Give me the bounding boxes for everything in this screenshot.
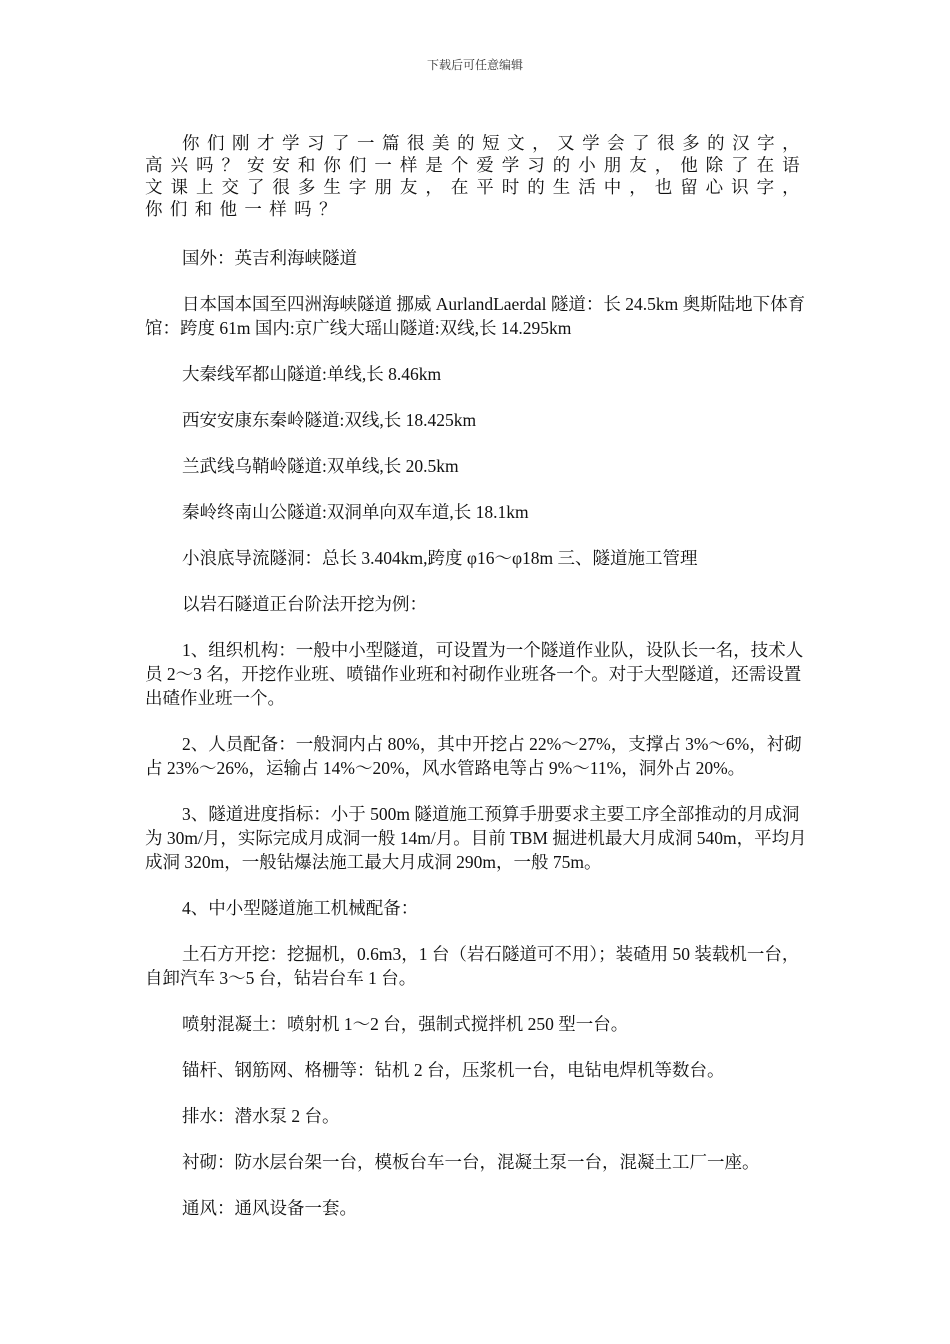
- paragraph-machinery-heading: 4、中小型隧道施工机械配备：: [182, 898, 419, 918]
- paragraph-example-method: 以岩石隧道正台阶法开挖为例：: [182, 594, 427, 614]
- paragraph-shotcrete: 喷射混凝土：喷射机 1～2 台，强制式搅拌机 250 型一台。: [182, 1014, 629, 1034]
- paragraph-xian-ankang: 西安安康东秦岭隧道:双线,长 18.425km: [182, 410, 477, 430]
- paragraph-lanwu-line: 兰武线乌鞘岭隧道:双单线,长 20.5km: [182, 456, 459, 476]
- paragraph-foreign: 国外：英吉利海峡隧道: [182, 248, 357, 268]
- paragraph-intro: 你们刚才学习了一篇很美的短文，又学会了很多的汉字，高兴吗？安安和你们一样是个爱学习的小朋友，他除了在语文课上交了很多生字朋友，在平时的生活中，也留心识字，你们和他一样吗？: [145, 133, 807, 219]
- paragraph-lining: 衬砌：防水层台架一台，模板台车一台，混凝土泵一台，混凝土工厂一座。: [182, 1152, 760, 1172]
- paragraph-xiaolangdi: 小浪底导流隧洞：总长 3.404km,跨度 φ16～φ18m 三、隧道施工管理: [182, 548, 698, 568]
- page-header-note: 下载后可任意编辑: [426, 58, 523, 72]
- paragraph-staffing: 2、人员配备：一般洞内占 80%，其中开挖占 22%～27%，支撑占 3%～6%，衬砌占 23%～26%，运输占 14%～20%，风水管路电等占 9%～11%，洞外占 20%。: [145, 734, 802, 778]
- paragraph-ventilation: 通风：通风设备一套。: [182, 1198, 357, 1218]
- paragraph-tunnel-examples: 日本国本国至四洲海峡隧道 挪威 AurlandLaerdal 隧道：长 24.5km 奥斯陆地下体育馆：跨度 61m 国内:京广线大瑶山隧道:双线,长 14.295km: [145, 294, 806, 338]
- paragraph-excavation: 土石方开挖：挖掘机，0.6m3，1 台（岩石隧道可不用）；装碴用 50 装载机一台，自卸汽车 3～5 台，钻岩台车 1 台。: [145, 944, 800, 988]
- paragraph-qinling: 秦岭终南山公隧道:双洞单向双车道,长 18.1km: [182, 502, 529, 522]
- document-body: [145, 132, 807, 1242]
- paragraph-progress: 3、隧道进度指标：小于 500m 隧道施工预算手册要求主要工序全部推动的月成洞为 30m/月，实际完成月成洞一般 14m/月。目前 TBM 掘进机最大月成洞 540m，平均月成洞 320m，一般钻爆法施工最大月成洞 290m，一般 75m。: [145, 804, 807, 872]
- paragraph-organization: 1、组织机构：一般中小型隧道，可设置为一个隧道作业队，设队长一名，技术人员 2～3 名，开挖作业班、喷锚作业班和衬砌作业班各一个。对于大型隧道，还需设置出碴作业班一个。: [145, 640, 804, 708]
- paragraph-anchor: 锚杆、钢筋网、格栅等：钻机 2 台，压浆机一台，电钻电焊机等数台。: [182, 1060, 725, 1080]
- paragraph-daqin-line: 大秦线军都山隧道:单线,长 8.46km: [182, 364, 442, 384]
- paragraph-drainage: 排水：潜水泵 2 台。: [182, 1106, 340, 1126]
